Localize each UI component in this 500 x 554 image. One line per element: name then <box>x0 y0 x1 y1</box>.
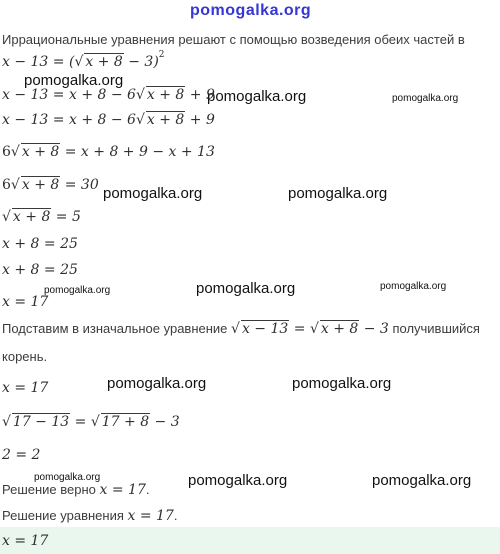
equation-line: x + 8 = 25 <box>2 262 78 278</box>
watermark: pomogalka.org <box>392 93 459 104</box>
equation-line: √ 17 − 13 = √ 17 + 8 − 3 <box>2 414 180 430</box>
substitute-text-cont: корень. <box>2 349 48 364</box>
watermark: pomogalka.org <box>34 472 101 483</box>
watermark: pomogalka.org <box>380 281 447 292</box>
substitute-text: Подставим в изначальное уравнение √ x − 13 = √ x + 8 − 3 получившийся <box>2 321 480 337</box>
watermark: pomogalka.org <box>103 185 203 202</box>
answer: x = 17 <box>2 533 49 549</box>
answer-highlight <box>0 527 500 554</box>
watermark: pomogalka.org <box>292 375 392 392</box>
equation-line: x − 13 = x + 8 − 6√ x + 8 + 9 <box>2 112 215 128</box>
solution-text: Решение уравнения x = 17. <box>2 508 178 524</box>
equation-line: √ x + 8 = 5 <box>2 209 81 225</box>
equation-line: x = 17 <box>2 294 49 310</box>
watermark: pomogalka.org <box>288 185 388 202</box>
intro-text: Иррациональные уравнения решают с помощью возведения обеих частей в <box>2 32 465 47</box>
equation-line: 6√ x + 8 = x + 8 + 9 − x + 13 <box>2 144 215 160</box>
equation-line: x − 13 = (√ x + 8 − 3)$^2$ <box>2 50 165 70</box>
watermark: pomogalka.org <box>372 472 472 489</box>
equation-line: 6√ x + 8 = 30 <box>2 177 99 193</box>
header-watermark: pomogalka.org <box>190 2 312 19</box>
equation-line: 2 = 2 <box>2 447 41 463</box>
check-text: Решение верно x = 17. <box>2 482 150 498</box>
equation-line: x − 13 = x + 8 − 6√ x + 8 + 9 <box>2 87 215 103</box>
watermark: pomogalka.org <box>188 472 288 489</box>
watermark: pomogalka.org <box>207 88 307 105</box>
equation-line: x = 17 <box>2 380 49 396</box>
watermark: pomogalka.org <box>44 285 111 296</box>
watermark: pomogalka.org <box>24 72 124 89</box>
equation-line: x + 8 = 25 <box>2 236 78 252</box>
watermark: pomogalka.org <box>196 280 296 297</box>
watermark: pomogalka.org <box>107 375 207 392</box>
